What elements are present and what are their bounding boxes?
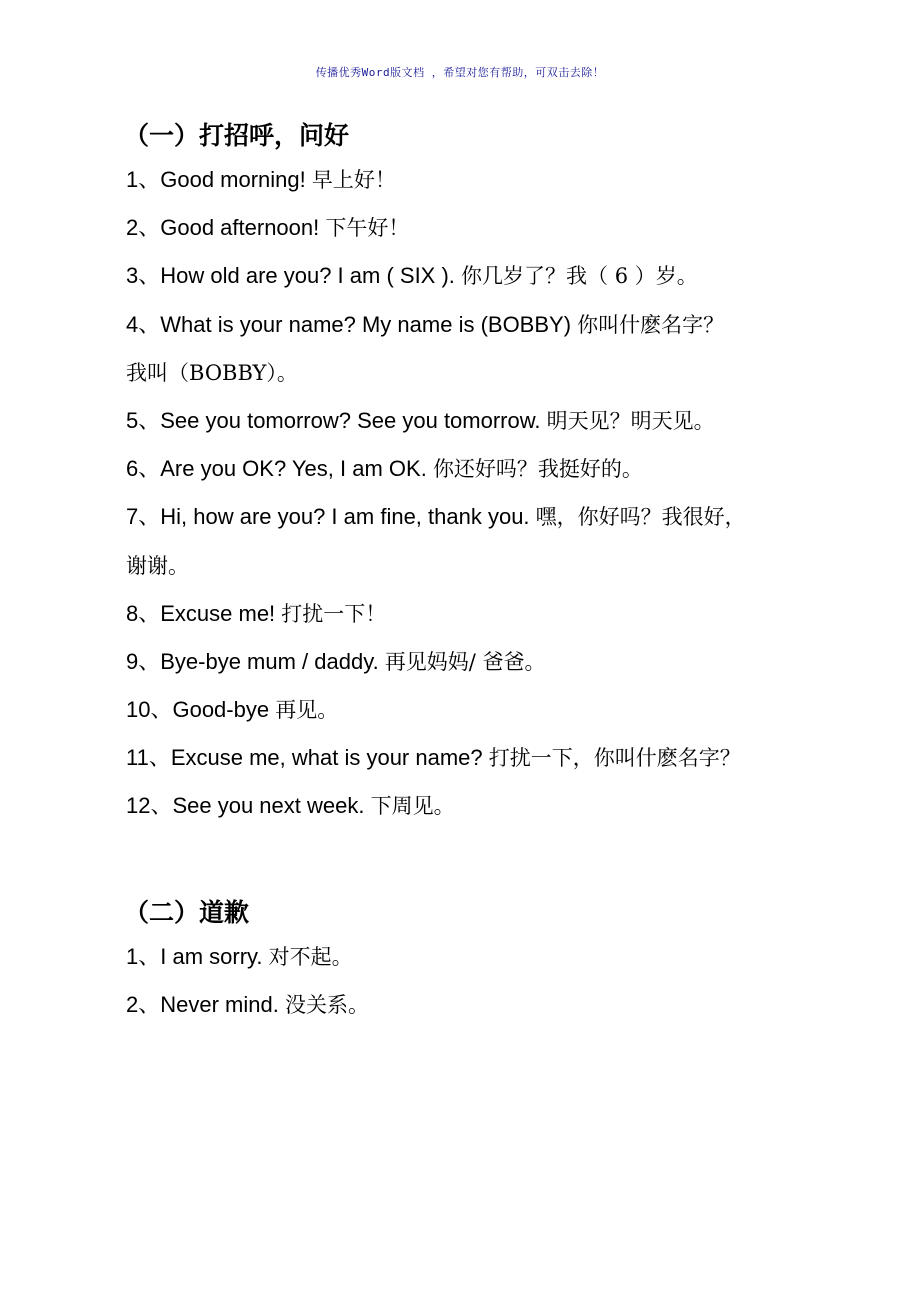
phrase-chinese: 再见。 xyxy=(275,698,339,723)
phrase-english: 2、Good afternoon! xyxy=(126,215,326,241)
page-header-note: 传播优秀Word版文档 ，希望对您有帮助，可双击去除！ xyxy=(315,66,605,79)
phrase-english: 7、Hi, how are you? I am fine, thank you. xyxy=(126,504,536,530)
phrase-line xyxy=(126,933,826,981)
phrase-english: 1、Good morning! xyxy=(126,167,312,192)
phrase-line xyxy=(126,734,826,782)
phrase-line xyxy=(126,156,826,204)
phrase-chinese: 你几岁了？我（ 6 ）岁。 xyxy=(461,264,698,289)
phrase-chinese: 你叫什麽名字？ xyxy=(577,312,725,337)
phrase-line xyxy=(126,252,826,300)
phrase-english: 5、See you tomorrow? See you tomorrow. xyxy=(126,407,547,433)
phrase-line xyxy=(126,638,826,686)
section-spacer xyxy=(126,831,826,893)
phrase-english: 11、Excuse me, what is your name? xyxy=(126,745,489,771)
phrase-chinese: 早上好！ xyxy=(311,168,396,192)
phrase-chinese: 谢谢。 xyxy=(126,553,189,578)
phrase-english: 12、See you next week. xyxy=(126,793,371,819)
phrase-chinese: 明天见？明天见。 xyxy=(546,408,715,433)
phrase-chinese: 打扰一下！ xyxy=(281,601,387,626)
document-body xyxy=(126,116,826,1029)
phrase-line xyxy=(126,397,826,445)
section-title-apology: （二）道歉 xyxy=(124,897,250,927)
phrase-chinese: 嘿，你好吗？我很好， xyxy=(535,505,746,530)
phrase-chinese: 下午好！ xyxy=(325,216,410,241)
phrase-english: 9、Bye-bye mum / daddy. xyxy=(126,648,385,674)
phrase-line xyxy=(126,590,826,638)
phrase-english: 8、Excuse me! xyxy=(126,600,282,626)
phrase-line xyxy=(126,782,826,830)
phrase-line xyxy=(126,686,826,734)
phrase-line xyxy=(126,981,826,1029)
phrase-chinese: 我叫（BOBBY）。 xyxy=(126,360,298,385)
phrase-english: 4、What is your name? My name is (BOBBY) xyxy=(126,311,578,337)
phrase-chinese: 打扰一下，你叫什麽名字？ xyxy=(488,746,741,771)
phrase-chinese: 没关系。 xyxy=(284,992,369,1017)
phrase-english: 2、Never mind. xyxy=(126,991,285,1017)
phrase-chinese: 再见妈妈/ 爸爸。 xyxy=(384,649,546,674)
phrase-chinese: 你还好吗？我挺好的。 xyxy=(432,457,643,482)
phrase-line-continued xyxy=(126,542,826,590)
phrase-english: 3、How old are you? I am ( SIX ). xyxy=(126,263,462,289)
phrase-english: 10、Good-bye xyxy=(126,697,276,723)
phrase-chinese: 对不起。 xyxy=(268,944,353,969)
section-title-greetings: （一）打招呼，问好 xyxy=(124,121,350,150)
phrase-line xyxy=(126,445,826,493)
phrase-line-continued xyxy=(126,349,826,397)
phrase-line xyxy=(126,301,826,349)
phrase-line xyxy=(126,493,826,541)
phrase-chinese: 下周见。 xyxy=(370,794,455,819)
phrase-line xyxy=(126,204,826,252)
phrase-english: 6、Are you OK? Yes, I am OK. xyxy=(126,456,433,482)
phrase-english: 1、I am sorry. xyxy=(126,943,269,969)
